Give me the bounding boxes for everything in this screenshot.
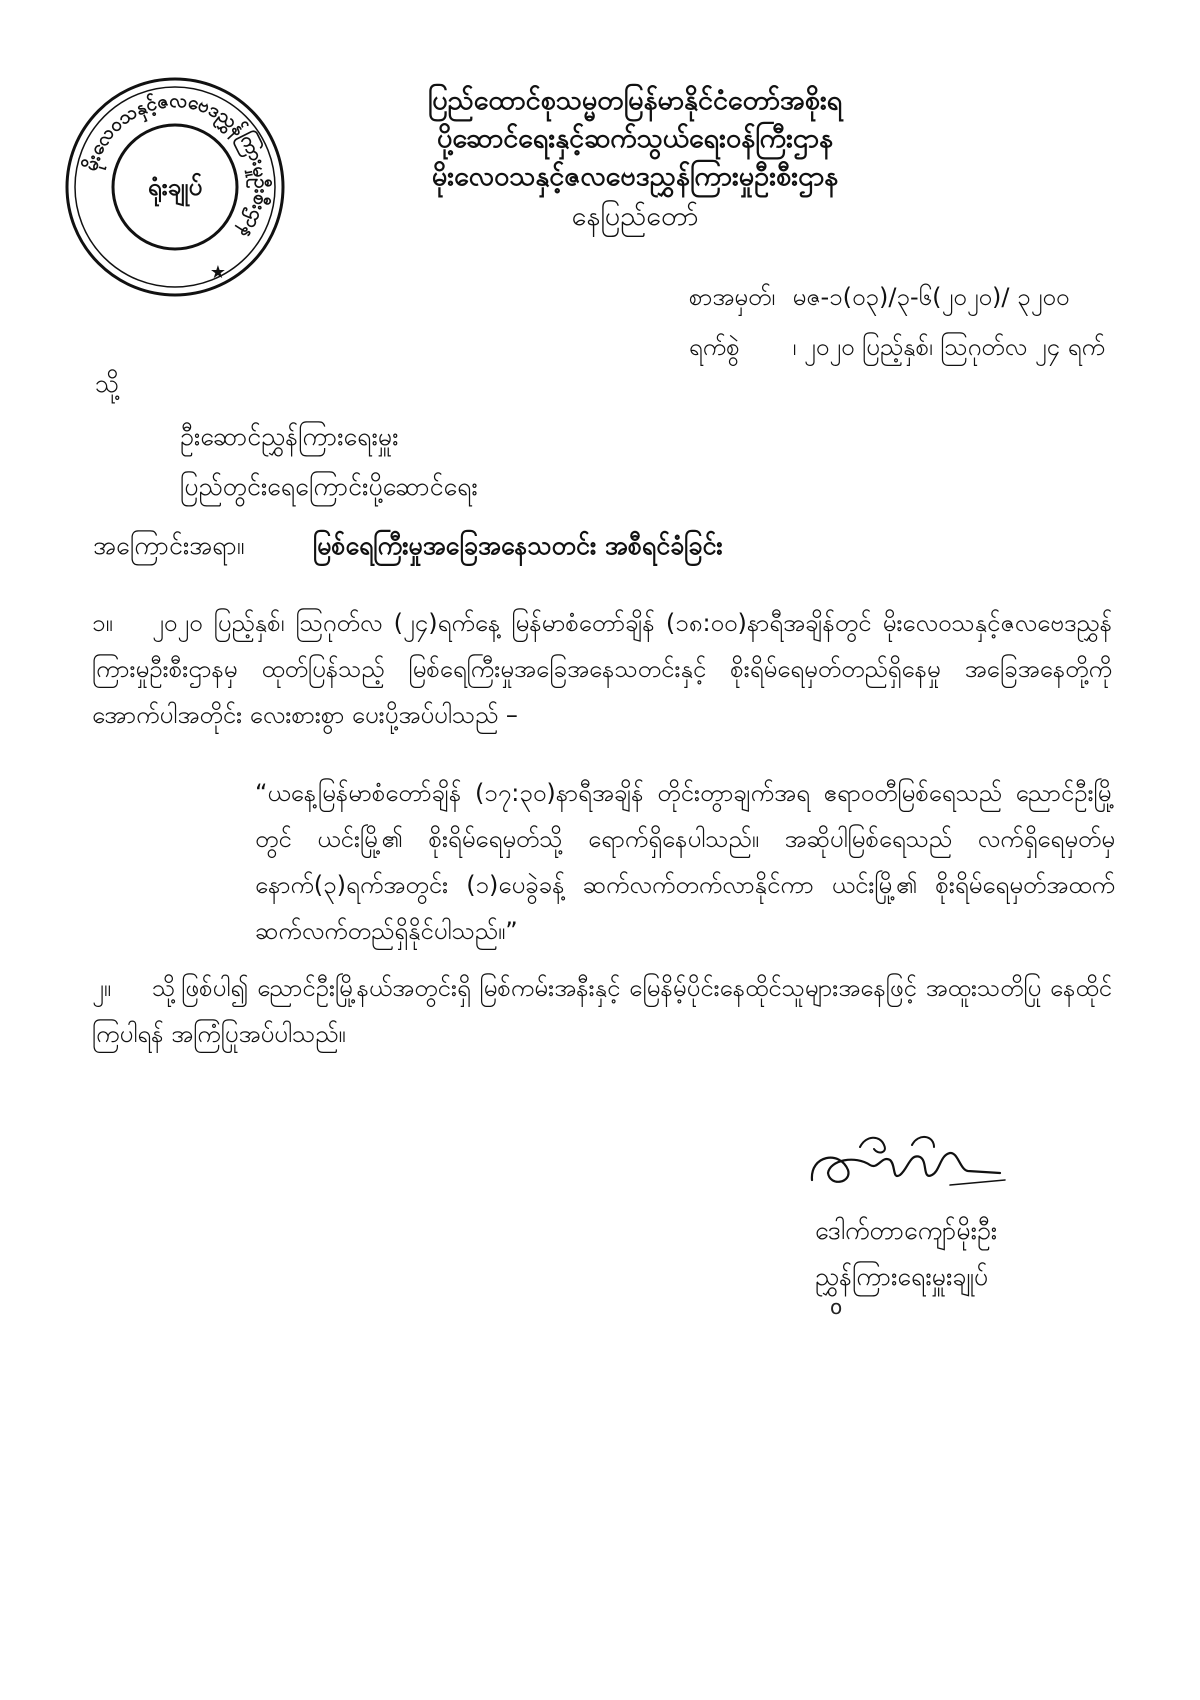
reference-date-value: ၊ ၂၀၂၀ ပြည့်နှစ်၊ ဩဂုတ်လ ၂၄ ရက် [792, 333, 1105, 361]
signer-title: ညွှန်ကြားရေးမှူးချုပ် [815, 1262, 989, 1291]
handwritten-signature [800, 1125, 1020, 1205]
letterhead-ministry: ပို့ဆောင်ရေးနှင့်ဆက်သွယ်ရေးဝန်ကြီးဌာန [437, 123, 833, 154]
seal-stamp-image [60, 72, 290, 302]
paragraph-2-text: သို့ဖြစ်ပါ၍ ညောင်ဦးမြို့နယ်အတွင်းရှိ မြစ်ကမ်းအနီးနှင့် မြေနိမ့်ပိုင်းနေထိုင်သူများအနေဖြင့် အထူးသတိပြု နေထိုင်ကြပါရန် အကြံပြုအပ်ပါသည်။ [92, 974, 1112, 1048]
reference-number-value: မဇ-၁(၀၃)/၃-၆(၂၀၂၀)/ ၃၂၀၀ [792, 283, 1070, 311]
letterhead-place: နေပြည်တော် [571, 201, 699, 232]
seal-ring-text: မိုးလေဝသနှင့်ဇလဗေဒညွှန်ကြားမှုဦးစီးဌာန [79, 89, 273, 244]
letterhead-department: မိုးလေဝသနှင့်ဇလဗေဒညွှန်ကြားမှုဦးစီးဌာန [431, 161, 839, 192]
reference-number-row [689, 272, 1105, 322]
signer-block [815, 1208, 997, 1300]
reference-block [689, 272, 1105, 372]
paragraph-2 [92, 965, 1112, 1057]
reference-date-label: ရက်စွဲ [688, 333, 740, 361]
letterhead [375, 82, 895, 236]
recipient-office: ပြည်တွင်းရေကြောင်းပို့ဆောင်ရေး [180, 472, 478, 501]
paragraph-1 [92, 600, 1112, 738]
reference-number-label: စာအမှတ်၊ [688, 283, 776, 311]
paragraph-1-number: ၁။ [92, 609, 113, 637]
office-seal [60, 72, 290, 302]
initial-mark: o [830, 1295, 843, 1319]
subject-text: မြစ်ရေကြီးမှုအခြေအနေသတင်း အစီရင်ခံခြင်း [312, 531, 723, 560]
reference-date-row [689, 322, 1105, 372]
seal-center-text: ရုံးချုပ် [147, 173, 203, 201]
seal-star-icon: ★ [209, 262, 227, 283]
recipient-block [180, 412, 478, 512]
subject-label: အကြောင်းအရာ။ [93, 531, 245, 560]
quoted-bulletin: “ယနေ့မြန်မာစံတော်ချိန် (၁၇:၃၀)နာရီအချိန် တိုင်းတွာချက်အရ ဧရာဝတီမြစ်ရေသည် ညောင်ဦးမြို့တွင် ယင်းမြို့၏ စိုးရိမ်ရေမှတ်သို့ ရောက်ရှိနေပါသည်။ အဆိုပါမြစ်ရေသည် လက်ရှိရေမှတ်မှ နောက်(၃)ရက်အတွင်း (၁)ပေခွဲခန့် ဆက်လက်တက်လာနိုင်ကာ ယင်းမြို့၏ စိုးရိမ်ရေမှတ်အထက် ဆက်လက်တည်ရှိနိုင်ပါသည်။” [255, 779, 1115, 945]
paragraph-1-text: ၂၀၂၀ ပြည့်နှစ်၊ ဩဂုတ်လ (၂၄)ရက်နေ့ မြန်မာစံတော်ချိန် (၁၈:၀၀)နာရီအချိန်တွင် မိုးလေဝသနှင့်ဇလဗေဒညွှန်ကြားမှုဦးစီးဌာနမှ ထုတ်ပြန်သည့် မြစ်ရေကြီးမှုအခြေအနေသတင်းနှင့် စိုးရိမ်ရေမှတ်တည်ရှိနေမှု အခြေအနေတို့ကို အောက်ပါအတိုင်း လေးစားစွာ ပေးပို့အပ်ပါသည် – [92, 609, 1112, 729]
letterhead-government: ပြည်ထောင်စုသမ္မတမြန်မာနိုင်ငံတော်အစိုးရ [427, 85, 843, 116]
signer-name: ဒေါက်တာကျော်မိုးဦး [815, 1216, 998, 1245]
paragraph-2-number: ၂။ [92, 974, 112, 1002]
signature-image [800, 1125, 1020, 1205]
subject-line [93, 530, 723, 567]
recipient-title: ဦးဆောင်ညွှန်ကြားရေးမှူး [180, 422, 399, 451]
to-label: သို့ [95, 369, 120, 398]
